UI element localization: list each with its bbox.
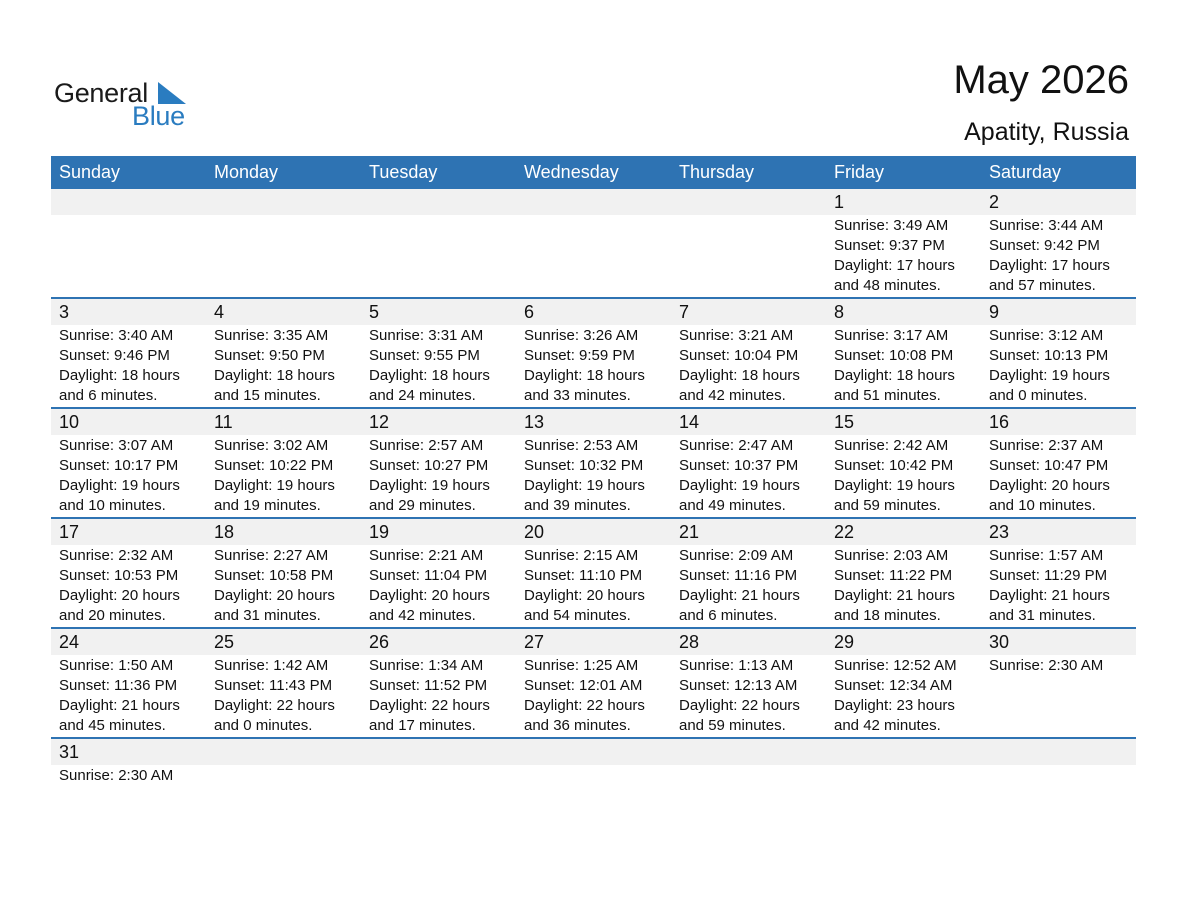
day-number: 24 — [59, 632, 80, 652]
day-sunset-text: Sunset: 10:58 PM — [214, 567, 334, 584]
day-cell — [671, 215, 826, 297]
day-minutes-text: and 0 minutes. — [214, 717, 313, 734]
day-number: 18 — [214, 522, 235, 542]
day-sunrise-text: Sunrise: 2:09 AM — [679, 547, 794, 564]
calendar-weeks — [51, 189, 1136, 787]
day-minutes-text: and 6 minutes. — [59, 387, 158, 404]
day-minutes-text: and 31 minutes. — [214, 607, 321, 624]
day-number: 25 — [214, 632, 235, 652]
day-number-row — [51, 519, 1136, 545]
day-number: 13 — [524, 412, 545, 432]
weekday-thursday: Thursday — [679, 162, 755, 182]
day-cell — [826, 765, 981, 787]
day-info-row — [51, 765, 1136, 787]
day-cell — [671, 655, 826, 737]
day-number — [361, 189, 516, 215]
day-sunset-text: Sunset: 10:47 PM — [989, 457, 1109, 474]
day-number-row — [51, 299, 1136, 325]
day-cell — [671, 435, 826, 517]
day-number: 19 — [369, 522, 390, 542]
week-row — [51, 739, 1136, 787]
day-number — [516, 739, 671, 765]
day-sunset-text: Sunset: 10:22 PM — [214, 457, 334, 474]
day-cell — [361, 655, 516, 737]
day-sunrise-text: Sunrise: 2:03 AM — [834, 547, 949, 564]
day-cell — [826, 655, 981, 737]
day-sunset-text: Sunset: 11:10 PM — [524, 567, 643, 584]
weekday-monday: Monday — [214, 162, 279, 182]
day-sunrise-text: Sunrise: 3:49 AM — [834, 217, 949, 234]
day-sunrise-text: Sunrise: 12:52 AM — [834, 657, 957, 674]
day-sunrise-text: Sunrise: 3:17 AM — [834, 327, 949, 344]
day-daylight-text: Daylight: 22 hours — [524, 697, 645, 714]
day-minutes-text: and 42 minutes. — [679, 387, 786, 404]
day-daylight-text: Daylight: 21 hours — [989, 587, 1110, 604]
day-number: 12 — [369, 412, 390, 432]
day-daylight-text: Daylight: 18 hours — [59, 367, 180, 384]
day-number: 6 — [524, 302, 535, 322]
day-number: 26 — [369, 632, 390, 652]
day-minutes-text: and 48 minutes. — [834, 277, 941, 294]
day-number — [361, 739, 516, 765]
day-daylight-text: Daylight: 19 hours — [679, 477, 800, 494]
day-sunrise-text: Sunrise: 1:13 AM — [679, 657, 794, 674]
day-minutes-text: and 29 minutes. — [369, 497, 476, 514]
day-daylight-text: Daylight: 20 hours — [989, 477, 1110, 494]
day-sunrise-text: Sunrise: 1:50 AM — [59, 657, 174, 674]
day-number — [671, 739, 826, 765]
day-minutes-text: and 20 minutes. — [59, 607, 166, 624]
day-cell — [51, 325, 206, 407]
day-number: 3 — [59, 302, 70, 322]
day-number — [51, 189, 206, 215]
day-cell — [826, 545, 981, 627]
day-number — [671, 189, 826, 215]
day-sunset-text: Sunset: 9:59 PM — [524, 347, 635, 364]
day-number: 21 — [679, 522, 700, 542]
day-number: 11 — [214, 412, 233, 432]
day-cell — [51, 765, 206, 787]
day-sunrise-text: Sunrise: 1:57 AM — [989, 547, 1104, 564]
logo-text-blue: Blue — [132, 101, 185, 131]
day-sunrise-text: Sunrise: 2:32 AM — [59, 547, 174, 564]
day-number: 20 — [524, 522, 545, 542]
week-row — [51, 629, 1136, 739]
day-daylight-text: Daylight: 17 hours — [834, 257, 955, 274]
day-daylight-text: Daylight: 20 hours — [214, 587, 335, 604]
day-minutes-text: and 42 minutes. — [834, 717, 941, 734]
day-daylight-text: Daylight: 17 hours — [989, 257, 1110, 274]
day-daylight-text: Daylight: 18 hours — [369, 367, 490, 384]
day-sunset-text: Sunset: 12:13 AM — [679, 677, 798, 694]
day-sunrise-text: Sunrise: 3:35 AM — [214, 327, 329, 344]
day-sunset-text: Sunset: 10:27 PM — [369, 457, 489, 474]
day-sunset-text: Sunset: 11:04 PM — [369, 567, 488, 584]
day-cell — [516, 325, 671, 407]
day-sunrise-text: Sunrise: 2:42 AM — [834, 437, 949, 454]
day-sunset-text: Sunset: 10:32 PM — [524, 457, 644, 474]
day-cell — [671, 765, 826, 787]
day-minutes-text: and 0 minutes. — [989, 387, 1088, 404]
day-cell — [361, 435, 516, 517]
day-cell — [206, 765, 361, 787]
day-sunrise-text: Sunrise: 3:31 AM — [369, 327, 484, 344]
day-number: 17 — [59, 522, 80, 542]
day-sunrise-text: Sunrise: 2:47 AM — [679, 437, 794, 454]
day-sunrise-text: Sunrise: 2:15 AM — [524, 547, 639, 564]
day-minutes-text: and 31 minutes. — [989, 607, 1096, 624]
week-row — [51, 299, 1136, 409]
day-minutes-text: and 6 minutes. — [679, 607, 778, 624]
day-cell — [51, 655, 206, 737]
page-title: May 2026 — [953, 58, 1129, 102]
day-cell — [206, 545, 361, 627]
day-cell — [206, 325, 361, 407]
day-sunset-text: Sunset: 10:17 PM — [59, 457, 179, 474]
day-daylight-text: Daylight: 18 hours — [834, 367, 955, 384]
day-cell — [361, 215, 516, 297]
day-sunset-text: Sunset: 12:01 AM — [524, 677, 643, 694]
day-sunrise-text: Sunrise: 2:37 AM — [989, 437, 1104, 454]
day-cell — [516, 215, 671, 297]
day-number — [516, 189, 671, 215]
day-cell — [826, 435, 981, 517]
day-cell — [51, 545, 206, 627]
day-cell — [671, 545, 826, 627]
day-sunset-text: Sunset: 11:43 PM — [214, 677, 333, 694]
day-sunrise-text: Sunrise: 1:25 AM — [524, 657, 639, 674]
day-cell — [51, 215, 206, 297]
day-cell — [516, 545, 671, 627]
day-daylight-text: Daylight: 19 hours — [989, 367, 1110, 384]
day-number: 2 — [989, 192, 1000, 212]
day-number: 30 — [989, 632, 1010, 652]
day-minutes-text: and 49 minutes. — [679, 497, 786, 514]
day-daylight-text: Daylight: 21 hours — [679, 587, 800, 604]
day-daylight-text: Daylight: 19 hours — [834, 477, 955, 494]
day-info-row — [51, 215, 1136, 297]
weekday-friday: Friday — [834, 162, 885, 182]
day-sunset-text: Sunset: 9:42 PM — [989, 237, 1100, 254]
day-sunset-text: Sunset: 11:22 PM — [834, 567, 953, 584]
day-cell — [826, 325, 981, 407]
day-sunrise-text: Sunrise: 3:40 AM — [59, 327, 174, 344]
day-sunrise-text: Sunrise: 3:07 AM — [59, 437, 174, 454]
day-cell — [981, 655, 1136, 737]
weekday-saturday: Saturday — [989, 162, 1062, 182]
day-daylight-text: Daylight: 19 hours — [369, 477, 490, 494]
day-minutes-text: and 33 minutes. — [524, 387, 631, 404]
day-sunset-text: Sunset: 9:46 PM — [59, 347, 170, 364]
day-number: 1 — [834, 192, 845, 212]
day-number: 29 — [834, 632, 855, 652]
day-number: 27 — [524, 632, 545, 652]
day-cell — [361, 545, 516, 627]
day-number: 16 — [989, 412, 1010, 432]
day-number — [981, 739, 1136, 765]
day-sunrise-text: Sunrise: 3:02 AM — [214, 437, 329, 454]
day-sunrise-text: Sunrise: 2:30 AM — [59, 767, 174, 784]
day-number: 28 — [679, 632, 700, 652]
week-row — [51, 519, 1136, 629]
day-sunset-text: Sunset: 10:04 PM — [679, 347, 799, 364]
day-info-row — [51, 655, 1136, 737]
day-number: 9 — [989, 302, 1000, 322]
day-cell — [516, 435, 671, 517]
day-number-row — [51, 189, 1136, 215]
day-cell — [361, 325, 516, 407]
day-number: 23 — [989, 522, 1010, 542]
day-sunrise-text: Sunrise: 2:21 AM — [369, 547, 484, 564]
day-number: 31 — [59, 742, 80, 762]
day-number — [206, 189, 361, 215]
day-sunrise-text: Sunrise: 3:26 AM — [524, 327, 639, 344]
calendar-grid — [51, 156, 1136, 787]
day-sunset-text: Sunset: 9:55 PM — [369, 347, 480, 364]
day-daylight-text: Daylight: 22 hours — [214, 697, 335, 714]
day-number-row — [51, 629, 1136, 655]
day-minutes-text: and 15 minutes. — [214, 387, 321, 404]
day-sunset-text: Sunset: 10:37 PM — [679, 457, 799, 474]
day-cell — [206, 655, 361, 737]
day-cell — [361, 765, 516, 787]
location-subtitle: Apatity, Russia — [964, 118, 1129, 146]
day-daylight-text: Daylight: 19 hours — [59, 477, 180, 494]
day-daylight-text: Daylight: 20 hours — [524, 587, 645, 604]
day-number-row — [51, 409, 1136, 435]
day-minutes-text: and 45 minutes. — [59, 717, 166, 734]
day-daylight-text: Daylight: 18 hours — [214, 367, 335, 384]
day-cell — [981, 325, 1136, 407]
day-sunset-text: Sunset: 9:37 PM — [834, 237, 945, 254]
day-number: 8 — [834, 302, 845, 322]
day-number: 7 — [679, 302, 690, 322]
day-minutes-text: and 19 minutes. — [214, 497, 321, 514]
day-number-row — [51, 739, 1136, 765]
day-minutes-text: and 10 minutes. — [59, 497, 166, 514]
day-daylight-text: Daylight: 21 hours — [59, 697, 180, 714]
day-cell — [206, 435, 361, 517]
generalblue-logo — [54, 76, 194, 132]
day-cell — [206, 215, 361, 297]
day-cell — [981, 765, 1136, 787]
day-sunrise-text: Sunrise: 3:44 AM — [989, 217, 1104, 234]
day-cell — [981, 545, 1136, 627]
day-daylight-text: Daylight: 21 hours — [834, 587, 955, 604]
weekday-header — [51, 156, 1136, 189]
day-sunrise-text: Sunrise: 3:21 AM — [679, 327, 794, 344]
day-info-row — [51, 435, 1136, 517]
day-info-row — [51, 545, 1136, 627]
day-info-row — [51, 325, 1136, 407]
week-row — [51, 189, 1136, 299]
day-minutes-text: and 54 minutes. — [524, 607, 631, 624]
logo-text-general: General — [54, 78, 148, 108]
day-number — [826, 739, 981, 765]
day-cell — [981, 215, 1136, 297]
day-daylight-text: Daylight: 20 hours — [59, 587, 180, 604]
day-sunset-text: Sunset: 11:29 PM — [989, 567, 1108, 584]
day-daylight-text: Daylight: 19 hours — [524, 477, 645, 494]
day-number — [206, 739, 361, 765]
day-daylight-text: Daylight: 23 hours — [834, 697, 955, 714]
day-cell — [51, 435, 206, 517]
day-minutes-text: and 39 minutes. — [524, 497, 631, 514]
day-cell — [981, 435, 1136, 517]
day-minutes-text: and 51 minutes. — [834, 387, 941, 404]
day-daylight-text: Daylight: 20 hours — [369, 587, 490, 604]
day-daylight-text: Daylight: 22 hours — [369, 697, 490, 714]
day-minutes-text: and 10 minutes. — [989, 497, 1096, 514]
day-sunset-text: Sunset: 10:08 PM — [834, 347, 954, 364]
day-minutes-text: and 42 minutes. — [369, 607, 476, 624]
day-minutes-text: and 59 minutes. — [679, 717, 786, 734]
day-number: 14 — [679, 412, 700, 432]
day-cell — [516, 765, 671, 787]
day-minutes-text: and 18 minutes. — [834, 607, 941, 624]
day-sunrise-text: Sunrise: 2:27 AM — [214, 547, 329, 564]
day-number: 10 — [59, 412, 80, 432]
day-sunrise-text: Sunrise: 1:34 AM — [369, 657, 484, 674]
day-sunrise-text: Sunrise: 2:53 AM — [524, 437, 639, 454]
weekday-sunday: Sunday — [59, 162, 121, 182]
week-row — [51, 409, 1136, 519]
day-sunset-text: Sunset: 10:42 PM — [834, 457, 954, 474]
day-daylight-text: Daylight: 18 hours — [524, 367, 645, 384]
day-cell — [671, 325, 826, 407]
weekday-wednesday: Wednesday — [524, 162, 619, 182]
day-sunset-text: Sunset: 11:36 PM — [59, 677, 178, 694]
day-sunset-text: Sunset: 11:52 PM — [369, 677, 488, 694]
day-sunset-text: Sunset: 9:50 PM — [214, 347, 325, 364]
day-daylight-text: Daylight: 18 hours — [679, 367, 800, 384]
day-sunset-text: Sunset: 10:13 PM — [989, 347, 1109, 364]
day-minutes-text: and 57 minutes. — [989, 277, 1096, 294]
day-minutes-text: and 36 minutes. — [524, 717, 631, 734]
day-sunrise-text: Sunrise: 3:12 AM — [989, 327, 1104, 344]
day-sunset-text: Sunset: 12:34 AM — [834, 677, 953, 694]
day-number: 22 — [834, 522, 855, 542]
day-daylight-text: Daylight: 19 hours — [214, 477, 335, 494]
day-number: 4 — [214, 302, 225, 322]
day-number: 5 — [369, 302, 380, 322]
day-cell — [826, 215, 981, 297]
day-cell — [516, 655, 671, 737]
day-number: 15 — [834, 412, 855, 432]
day-sunset-text: Sunset: 11:16 PM — [679, 567, 798, 584]
weekday-tuesday: Tuesday — [369, 162, 438, 182]
day-minutes-text: and 24 minutes. — [369, 387, 476, 404]
day-sunrise-text: Sunrise: 2:57 AM — [369, 437, 484, 454]
day-sunrise-text: Sunrise: 1:42 AM — [214, 657, 329, 674]
day-sunset-text: Sunset: 10:53 PM — [59, 567, 179, 584]
day-minutes-text: and 59 minutes. — [834, 497, 941, 514]
day-minutes-text: and 17 minutes. — [369, 717, 476, 734]
day-sunrise-text: Sunrise: 2:30 AM — [989, 657, 1104, 674]
day-daylight-text: Daylight: 22 hours — [679, 697, 800, 714]
